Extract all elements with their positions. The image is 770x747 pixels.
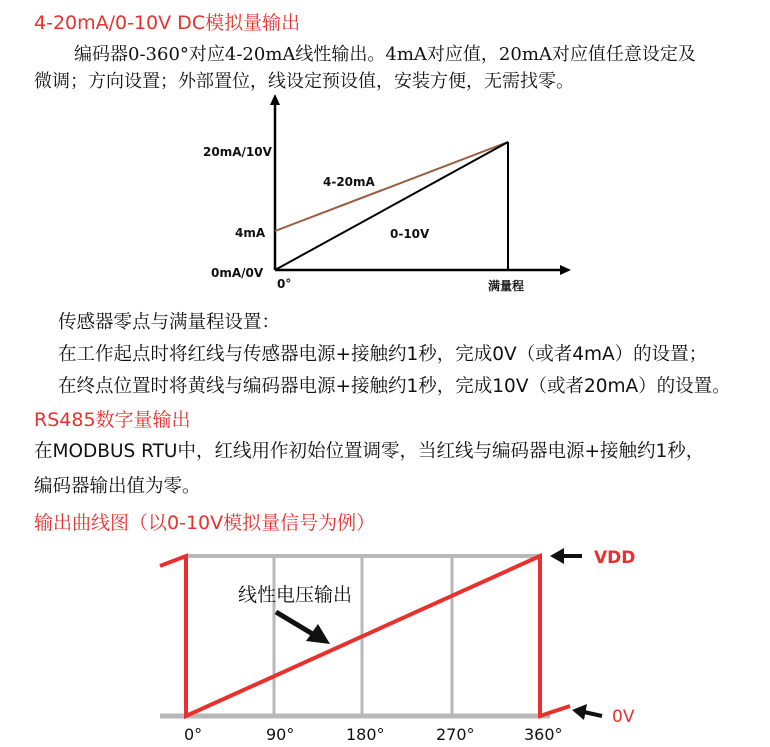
rs485-description-line1: 在MODBUS RTU中，红线用作初始位置调零，当红线与编码器电源+接触约1秒，: [34, 441, 705, 462]
y-4ma-label: 4mA: [235, 226, 266, 240]
line-4-20ma: [275, 142, 508, 231]
setup-heading: 传感器零点与满量程设置：: [58, 312, 281, 333]
setup-line1: 在工作起点时将红线与传感器电源+接触约1秒，完成0V（或者4mA）的设置；: [58, 344, 708, 365]
analog-description-line1: 编码器0-360°对应4-20mA线性输出。4mA对应值，20mA对应值任意设定及: [74, 44, 696, 65]
label-4-20ma: 4-20mA: [323, 175, 375, 189]
annotation-arrow-line: [276, 612, 316, 636]
vdd-arrow-icon: [550, 548, 564, 564]
x-zero-label: 0°: [277, 277, 292, 291]
x-tick-360: 360°: [524, 725, 563, 744]
section-title-rs485: RS485数字量输出: [34, 409, 191, 431]
setup-line2: 在终点位置时将黄线与编码器电源+接触约1秒，完成10V（或者20mA）的设置。: [58, 376, 731, 397]
section-title-analog: 4-20mA/0-10V DC模拟量输出: [34, 12, 301, 34]
annotation-label: 线性电压输出: [238, 584, 353, 606]
rs485-description-line2: 编码器输出值为零。: [34, 476, 201, 497]
x-full-scale-label: 满量程: [488, 279, 525, 293]
y-top-label: 20mA/10V: [203, 145, 272, 159]
zero-v-label: 0V: [612, 707, 635, 727]
y-zero-label: 0mA/0V: [211, 266, 264, 280]
x-axis-arrow-icon: [560, 265, 571, 275]
label-0-10v: 0-10V: [390, 227, 430, 241]
analog-description-line2: 微调；方向设置；外部置位，线设定预设值，安装方便，无需找零。: [34, 71, 574, 92]
section-title-curve: 输出曲线图（以0-10V模拟量信号为例）: [34, 512, 376, 534]
zero-v-arrow-icon: [572, 704, 587, 720]
zero-v-arrow-line: [584, 712, 602, 716]
vdd-label: VDD: [594, 548, 636, 568]
x-tick-180: 180°: [346, 725, 385, 744]
voltage-sawtooth-curve: [160, 556, 570, 716]
x-tick-270: 270°: [436, 725, 475, 744]
x-tick-90: 90°: [266, 725, 295, 744]
y-axis-arrow-icon: [270, 94, 280, 105]
output-range-diagram: [195, 92, 585, 302]
x-tick-0: 0°: [184, 725, 203, 744]
output-curve-diagram: [150, 540, 660, 747]
line-0-10v: [275, 142, 508, 270]
